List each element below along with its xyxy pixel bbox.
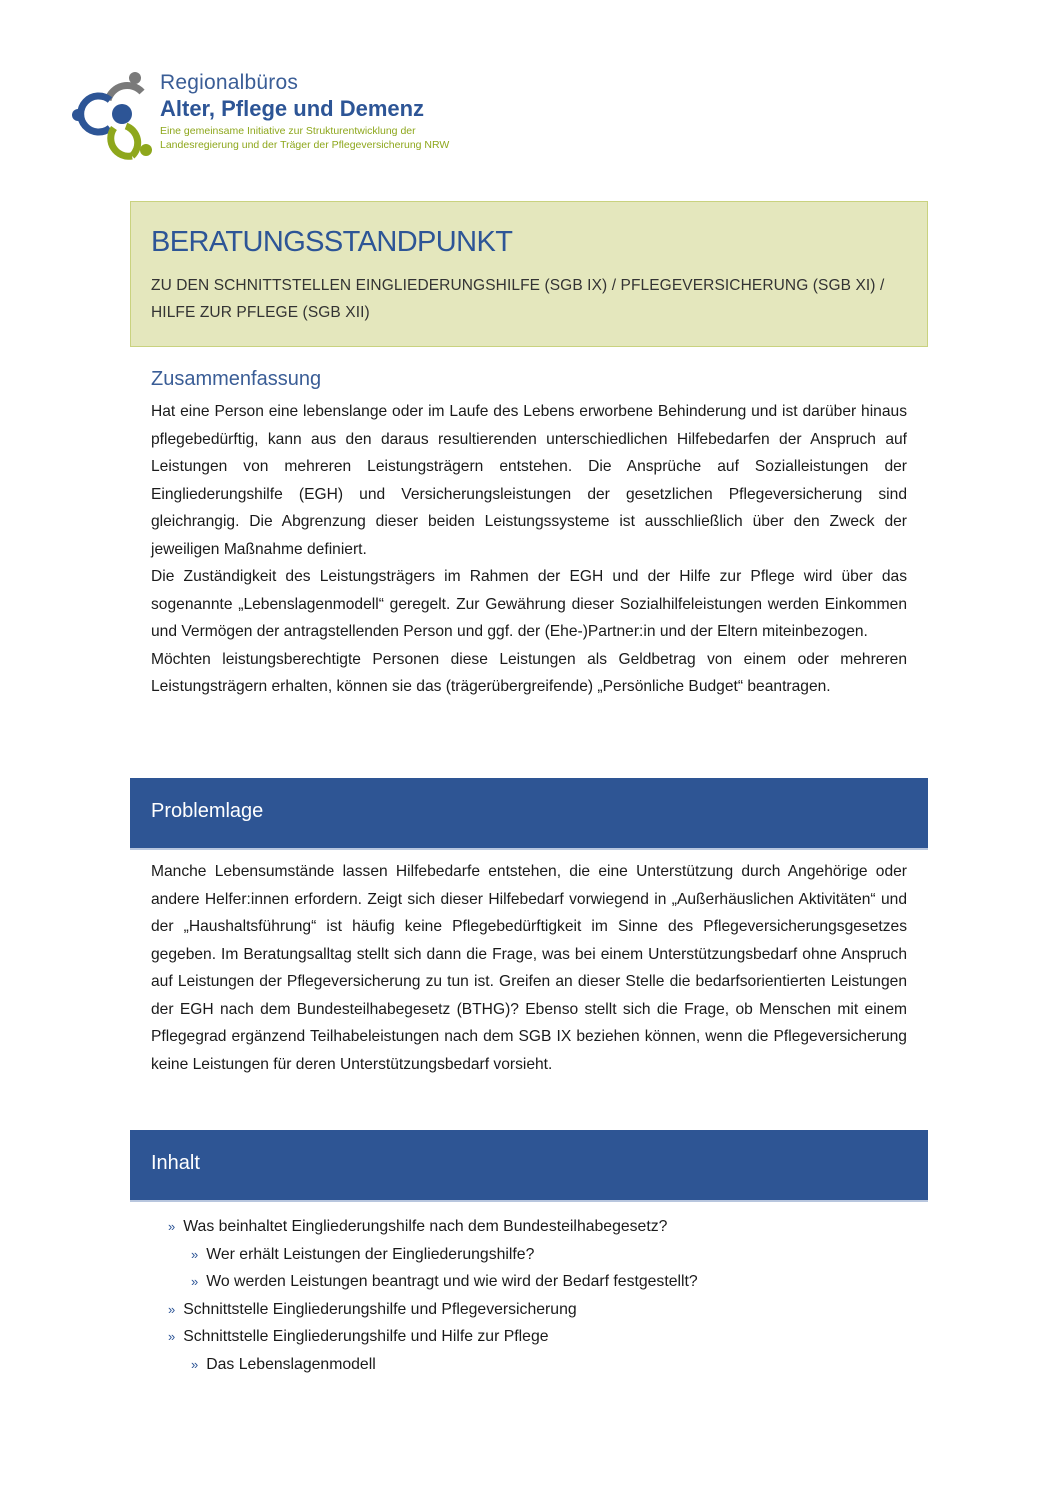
contents-banner [130, 1130, 928, 1202]
summary-paragraph: Die Zuständigkeit des Leistungsträgers im Rahmen der EGH und der Hilfe zur Pflege wird über das sogenannte „Lebenslagenmodell“ geregelt. Zur Gewährung dieser Sozialhilfeleistungen werden Einkommen und Vermögen der antragstellenden Person und ggf. der (Ehe-)Partner:in und der Eltern miteinbezogen. [151, 568, 907, 640]
document-subtitle: ZU DEN SCHNITTSTELLEN EINGLIEDERUNGSHILFE (SGB IX) / PFLEGEVERSICHERUNG (SGB XI) / HILFE ZUR PFLEGE (SGB XII) [151, 277, 885, 321]
chevron-double-right-icon: » [191, 1274, 199, 1290]
chevron-double-right-icon: » [191, 1356, 199, 1372]
problem-paragraph: Manche Lebensumstände lassen Hilfebedarfe entstehen, die eine Unterstützung durch Angehörige oder andere Helfer:innen erfordern. Zeigt sich dieser Hilfebedarf vorwiegend in „Außerhäuslichen Aktivitäten“ und der „Haushaltsführung“ ist häufig keine Pflegebedürftigkeit im Sinne des Pflegeversicherungsgesetzes gegeben. Im Beratungsalltag stellt sich dann die Frage, was bei einem Unterstützungsbedarf ohne Anspruch auf Leistungen der Pflegeversicherung zu tun ist. Greifen an dieser Stelle die bedarfsorientierten Leistungen der EGH nach dem Bundesteilhabegesetz (BTHG)? Ebenso stellt sich die Frage, ob Menschen mit einem Pflegegrad ergänzend Teilhabeleistungen nach dem SGB IX beziehen können, wenn die Pflegeversicherung keine Leistungen für deren Unterstützungsbedarf vorsieht. [151, 863, 907, 1073]
logo-subtitle: Alter, Pflege und Demenz [160, 96, 425, 121]
title-box [130, 201, 928, 347]
summary-text [151, 398, 907, 701]
chevron-double-right-icon: » [168, 1329, 176, 1345]
problem-text [151, 858, 907, 1078]
logo [70, 70, 470, 160]
table-of-contents [168, 1213, 698, 1379]
summary-paragraph: Möchten leistungsberechtigte Personen diese Leistungen als Geldbetrag von einem oder mehreren Leistungsträgern erhalten, können sie das (trägerübergreifende) „Persönliche Budget“ beantragen. [151, 650, 907, 695]
toc-item[interactable]: » Wo werden Leistungen beantragt und wie wird der Bedarf festgestellt? [191, 1273, 698, 1291]
chevron-double-right-icon: » [168, 1301, 176, 1317]
problem-heading: Problemlage [151, 800, 264, 822]
summary-paragraph: Hat eine Person eine lebenslange oder im Laufe des Lebens erworbene Behinderung und ist darüber hinaus pflegebedürftig, kann aus den daraus resultierenden unterschiedlichen Hilfebedarfen der Anspruch auf Leistungen von mehreren Leistungsträgern entstehen. Die Ansprüche auf Sozialleistungen der Eingliederungshilfe (EGH) und Versicherungsleistungen der gesetzlichen Pflegeversicherung sind gleichrangig. Die Abgrenzung dieser beiden Leistungssysteme ist ausschließlich über den Zweck der jeweiligen Maßnahme definiert. [151, 403, 907, 558]
toc-item[interactable]: » Schnittstelle Eingliederungshilfe und Pflegeversicherung [168, 1300, 577, 1318]
logo-title: Regionalbüros [160, 71, 299, 94]
toc-item[interactable]: » Das Lebenslagenmodell [191, 1355, 376, 1373]
people-circle-logo-icon [70, 70, 160, 160]
summary-heading: Zusammenfassung [151, 368, 322, 390]
chevron-double-right-icon: » [191, 1246, 199, 1262]
document-title: BERATUNGSSTANDPUNKT [151, 226, 513, 258]
logo-tagline: Eine gemeinsame Initiative zur Strukturentwicklung der Landesregierung und der Träger der Pflegeversicherung NRW [160, 125, 450, 151]
chevron-double-right-icon: » [168, 1219, 176, 1234]
toc-item[interactable]: » Schnittstelle Eingliederungshilfe und Hilfe zur Pflege [168, 1328, 549, 1346]
toc-item[interactable]: » Was beinhaltet Eingliederungshilfe nach dem Bundesteilhabegesetz? [168, 1218, 668, 1235]
contents-heading: Inhalt [151, 1152, 200, 1174]
toc-item[interactable]: » Wer erhält Leistungen der Eingliederungshilfe? [191, 1245, 535, 1263]
problem-banner [130, 778, 928, 850]
